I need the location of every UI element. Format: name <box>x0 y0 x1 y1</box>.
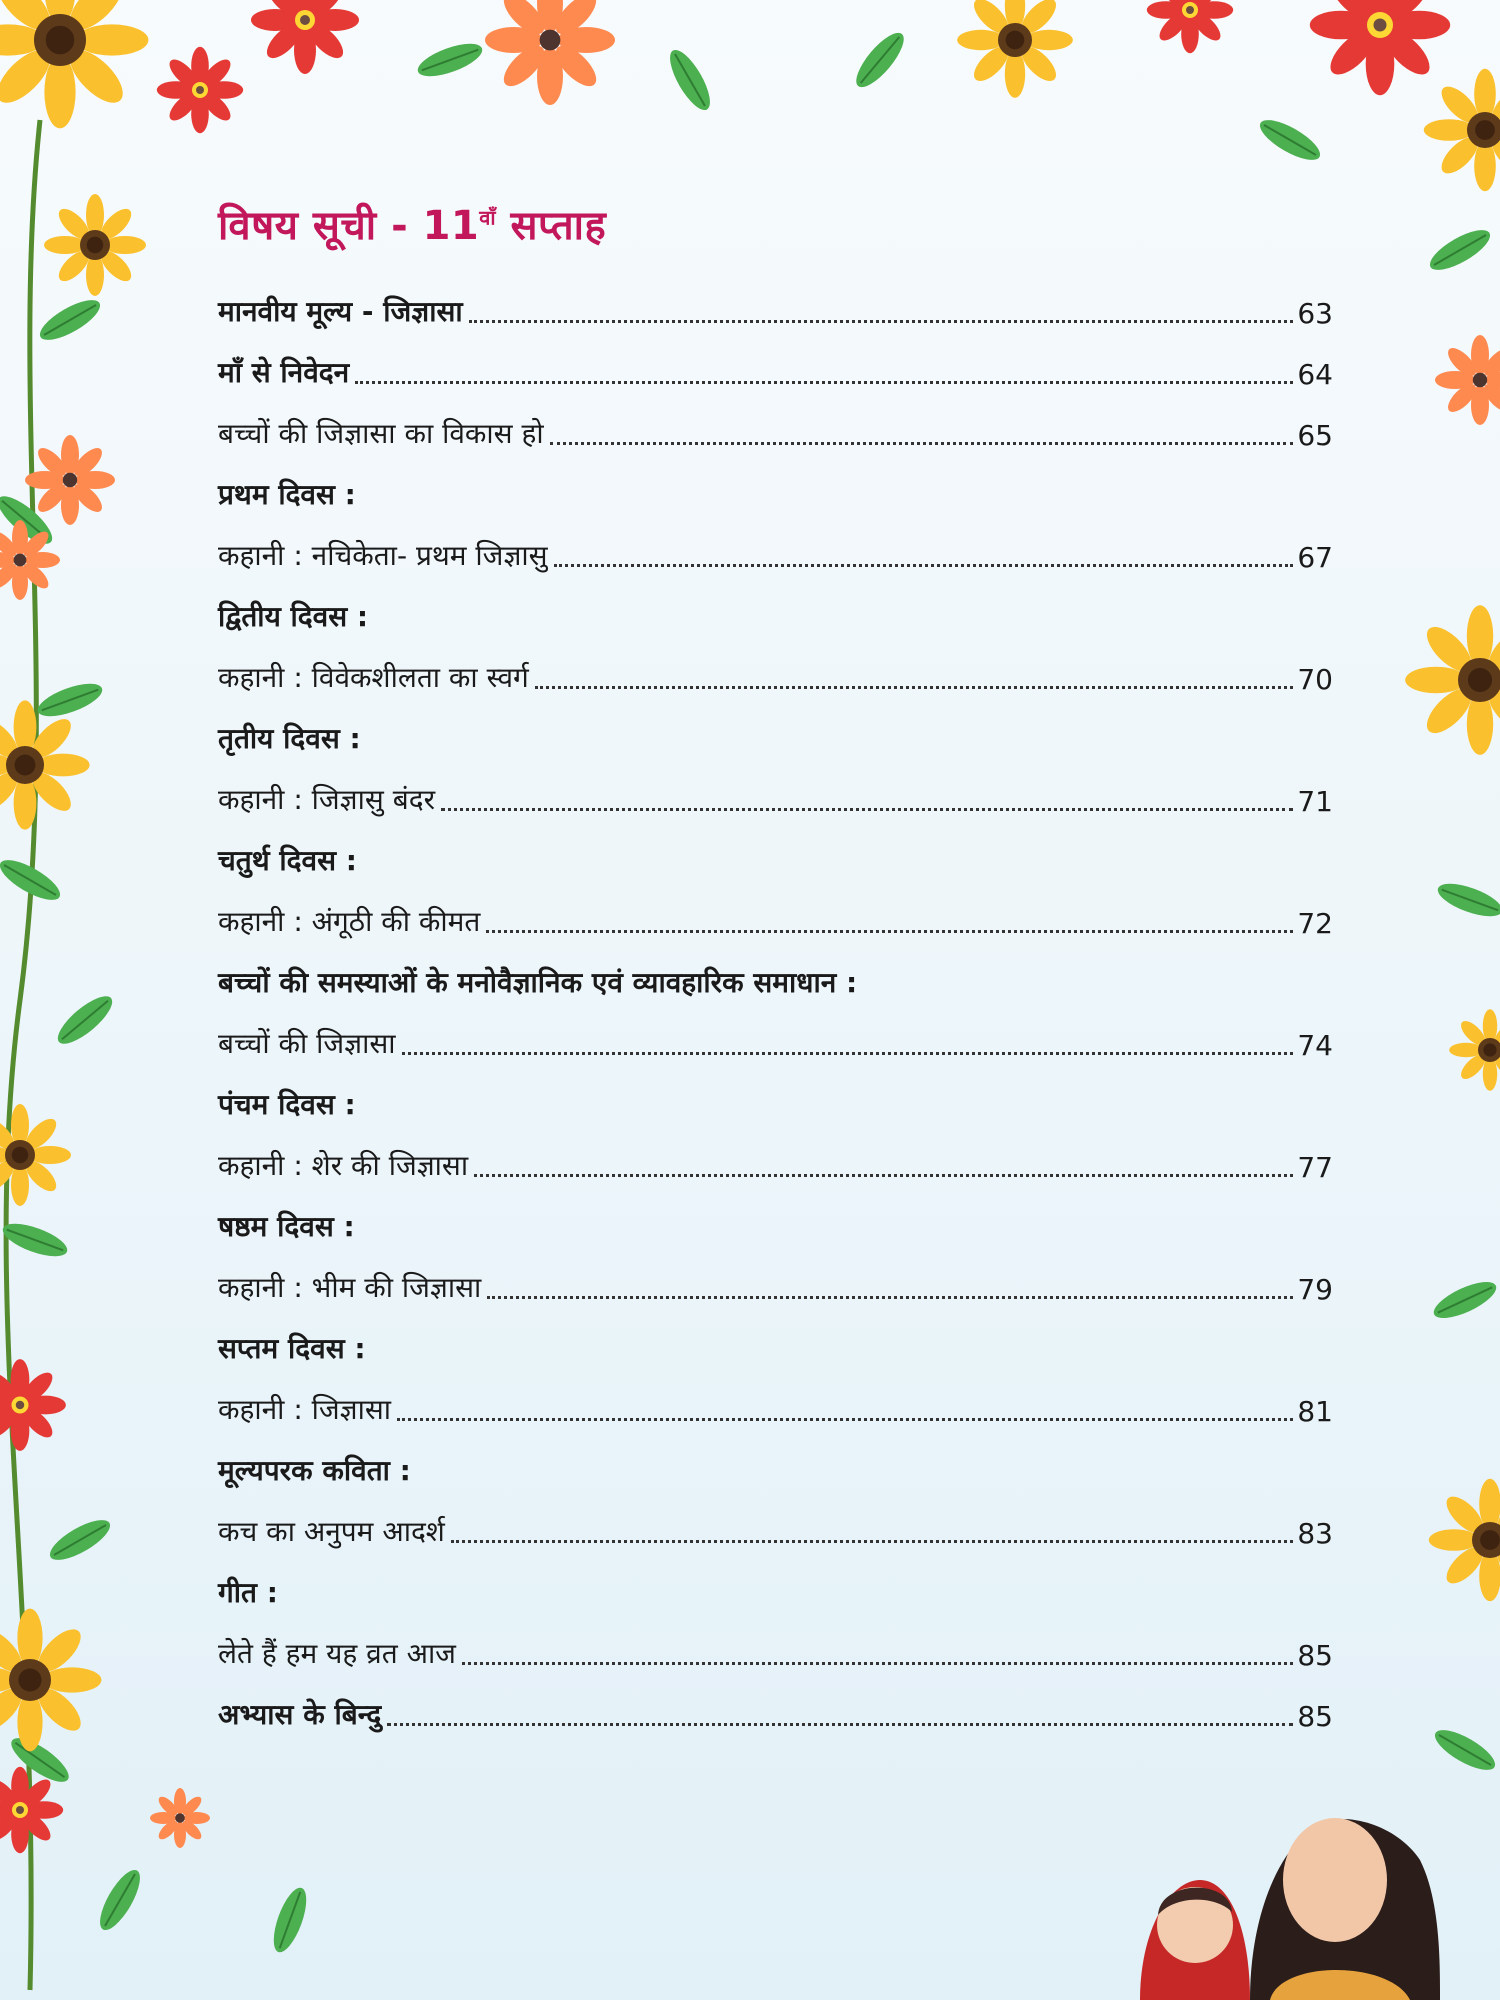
toc-entry-page-number: 81 <box>1297 1395 1333 1428</box>
toc-section-heading: चतुर्थ दिवस : <box>218 844 357 877</box>
toc-entry[interactable] <box>218 330 1333 391</box>
toc-entry-label: कच का अनुपम आदर्श <box>218 1515 445 1548</box>
toc-entry-page-number: 71 <box>1297 785 1333 818</box>
toc-entry-page-number: 79 <box>1297 1273 1333 1306</box>
dot-leader <box>355 380 1293 384</box>
page-title: विषय सूची - $11^{वाँ}$ सप्ताह <box>218 203 607 249</box>
table-of-contents <box>218 196 1333 1733</box>
dot-leader <box>487 1295 1293 1299</box>
toc-entry-label: कहानी : अंगूठी की कीमत <box>218 905 481 938</box>
dot-leader <box>441 807 1293 811</box>
toc-entry-page-number: 85 <box>1297 1700 1333 1733</box>
toc-entry-label: माँ से निवेदन <box>218 356 350 389</box>
toc-entry-label: कहानी : जिज्ञासा <box>218 1393 392 1426</box>
toc-entry-label: लेते हैं हम यह व्रत आज <box>218 1637 456 1670</box>
dot-leader <box>535 685 1294 689</box>
toc-entry[interactable] <box>218 1001 1333 1062</box>
toc-entry-label: कहानी : विवेकशीलता का स्वर्ग <box>218 661 529 694</box>
toc-entry-label: बच्चों की जिज्ञासा का विकास हो <box>218 417 544 450</box>
toc-section-heading: द्वितीय दिवस : <box>218 600 369 633</box>
toc-entry-page-number: 70 <box>1297 663 1333 696</box>
toc-entry-label: कहानी : जिज्ञासु बंदर <box>218 783 436 816</box>
toc-entry[interactable] <box>218 879 1333 940</box>
toc-entry[interactable] <box>218 757 1333 818</box>
mother-child-illustration <box>1140 1818 1440 2000</box>
toc-entry-label: कहानी : भीम की जिज्ञासा <box>218 1271 482 1304</box>
toc-entry-label: मानवीय मूल्य - जिज्ञासा <box>218 295 463 328</box>
toc-entry-page-number: 67 <box>1297 541 1333 574</box>
toc-section-heading: पंचम दिवस : <box>218 1088 356 1121</box>
toc-entry-label: कहानी : शेर की जिज्ञासा <box>218 1149 469 1182</box>
dot-leader <box>474 1173 1293 1177</box>
toc-entry-page-number: 85 <box>1297 1639 1333 1672</box>
toc-section-heading: तृतीय दिवस : <box>218 722 361 755</box>
toc-entry-page-number: 83 <box>1297 1517 1333 1550</box>
toc-entry[interactable] <box>218 1672 1333 1733</box>
toc-section-heading: बच्चों की समस्याओं के मनोवैज्ञानिक एवं व्यावहारिक समाधान : <box>218 966 858 999</box>
toc-entry[interactable] <box>218 1245 1333 1306</box>
toc-entry-page-number: 64 <box>1297 358 1333 391</box>
toc-section-heading: गीत : <box>218 1576 278 1609</box>
dot-leader <box>554 563 1294 567</box>
toc-entry[interactable] <box>218 269 1333 330</box>
toc-entry[interactable] <box>218 1367 1333 1428</box>
dot-leader <box>469 319 1294 323</box>
toc-entry-page-number: 74 <box>1297 1029 1333 1062</box>
toc-section-heading: षष्ठम दिवस : <box>218 1210 355 1243</box>
dot-leader <box>402 1051 1294 1055</box>
toc-section-heading: सप्तम दिवस : <box>218 1332 366 1365</box>
toc-section-heading: प्रथम दिवस : <box>218 478 356 511</box>
dot-leader <box>486 929 1293 933</box>
dot-leader <box>451 1539 1294 1543</box>
dot-leader <box>387 1722 1293 1726</box>
dot-leader <box>550 441 1294 445</box>
toc-entry[interactable] <box>218 1489 1333 1550</box>
toc-entry-page-number: 72 <box>1297 907 1333 940</box>
dot-leader <box>397 1417 1293 1421</box>
toc-entry-label: बच्चों की जिज्ञासा <box>218 1027 396 1060</box>
toc-entry-page-number: 65 <box>1297 419 1333 452</box>
toc-entry[interactable] <box>218 391 1333 452</box>
toc-entry[interactable] <box>218 513 1333 574</box>
toc-entry-page-number: 77 <box>1297 1151 1333 1184</box>
toc-section-heading: मूल्यपरक कविता : <box>218 1454 411 1487</box>
toc-entry-page-number: 63 <box>1297 297 1333 330</box>
dot-leader <box>462 1661 1293 1665</box>
toc-entry[interactable] <box>218 1123 1333 1184</box>
toc-entry-label: अभ्यास के बिन्दु <box>218 1698 382 1731</box>
toc-entry[interactable] <box>218 1611 1333 1672</box>
toc-entry[interactable] <box>218 635 1333 696</box>
toc-entry-label: कहानी : नचिकेता- प्रथम जिज्ञासु <box>218 539 548 572</box>
toc-list <box>218 269 1333 1733</box>
